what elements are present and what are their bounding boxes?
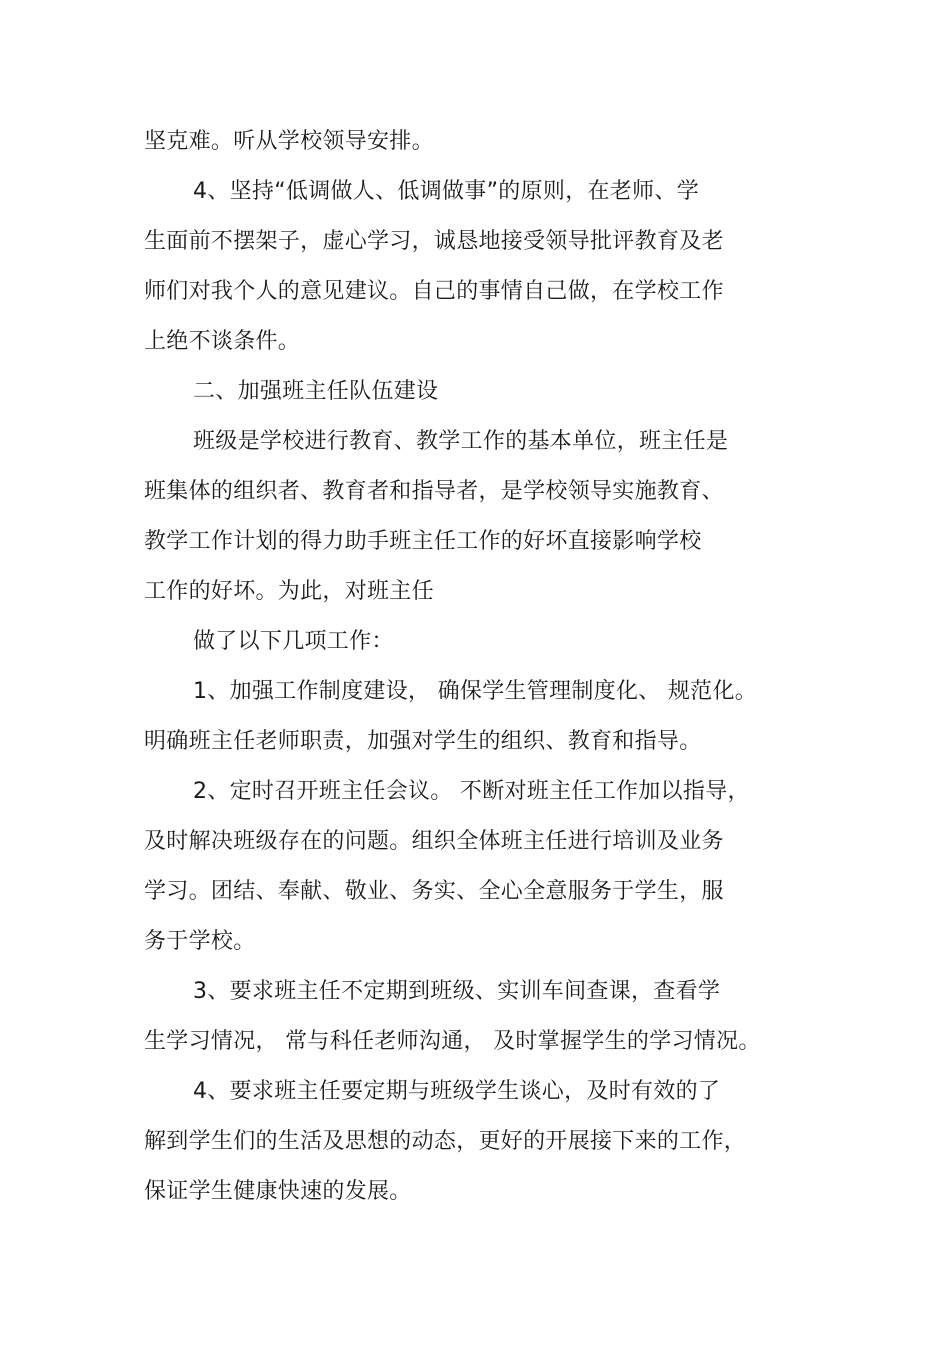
text-line: 生面前不摆架子，虚心学习，诚恳地接受领导批评教育及老 (144, 229, 724, 254)
text-line: 学习。团结、奉献、敬业、务实、全心全意服务于学生，服 (144, 879, 724, 904)
text-line: 工作的好坏。为此，对班主任 (144, 579, 434, 604)
text-line: 班集体的组织者、教育者和指导者，是学校领导实施教育、 (144, 479, 724, 504)
text-line: 4、要求班主任要定期与班级学生谈心，及时有效的了 (193, 1079, 721, 1104)
text-line: 务于学校。 (144, 929, 256, 954)
text-line: 生学习情况， 常与科任老师沟通， 及时掌握学生的学习情况。 (144, 1029, 761, 1054)
text-line: 坚克难。听从学校领导安排。 (144, 129, 434, 154)
text-line: 解到学生们的生活及思想的动态，更好的开展接下来的工作， (144, 1129, 747, 1154)
text-line: 明确班主任老师职责，加强对学生的组织、教育和指导。 (144, 729, 702, 754)
section-heading: 二、加强班主任队伍建设 (193, 379, 439, 404)
text-line: 4、坚持“低调做人、低调做事”的原则，在老师、学 (193, 179, 699, 204)
text-line: 及时解决班级存在的问题。组织全体班主任进行培训及业务 (144, 829, 724, 854)
text-line: 3、要求班主任不定期到班级、实训车间查课，查看学 (193, 979, 721, 1004)
text-line: 保证学生健康快速的发展。 (144, 1179, 412, 1204)
text-line: 2、定时召开班主任会议。 不断对班主任工作加以指导， (193, 779, 750, 804)
text-line: 1、加强工作制度建设， 确保学生管理制度化、 规范化。 (193, 679, 758, 704)
text-line: 做了以下几项工作： (193, 629, 394, 654)
text-line: 班级是学校进行教育、教学工作的基本单位，班主任是 (193, 429, 729, 454)
text-line: 教学工作计划的得力助手班主任工作的好坏直接影响学校 (144, 529, 702, 554)
text-line: 师们对我个人的意见建议。自己的事情自己做，在学校工作 (144, 279, 724, 304)
text-line: 上绝不谈条件。 (144, 329, 301, 354)
